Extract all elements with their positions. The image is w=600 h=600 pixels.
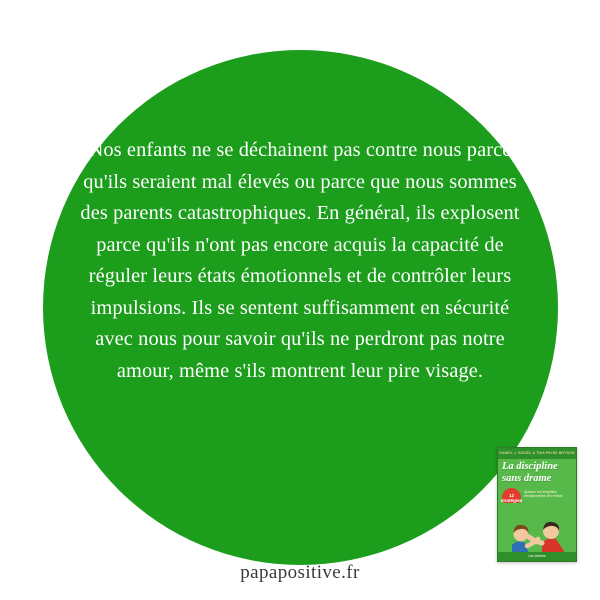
book-subtitle: Apaiser les tempêtes émotionnelles de l'enfant [524,490,563,499]
book-cover-thumbnail [497,447,577,562]
site-name: papapositive.fr [240,562,360,583]
book-publisher: Les Arènes [498,552,576,561]
book-title: La discipline sans drame [502,461,558,484]
book-badge: 12 stratégies [502,488,521,507]
book-authors: DANIEL J. SIEGEL & TINA PAYNE BRYSON [498,448,576,459]
quote-text: Nos enfants ne se déchainent pas contre nous parce qu'ils seraient mal élevés ou parce que nous sommes des parents catastrophiques. En général, ils explosent parce qu'ils n'ont pas encore acquis la capacité de réguler leurs états émotionnels et de contrôler leurs impulsions. Ils se sentent suffisamment en sécurité avec nous pour savoir qu'ils ne perdront pas notre amour, même s'ils montrent leur pire visage. [80,139,525,382]
